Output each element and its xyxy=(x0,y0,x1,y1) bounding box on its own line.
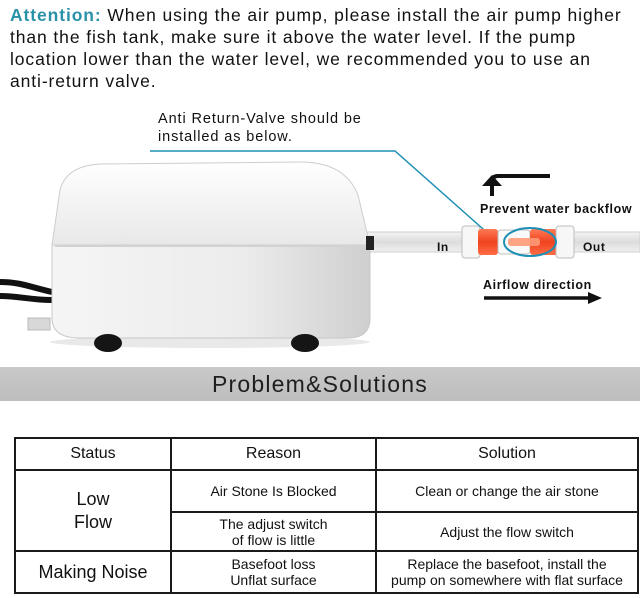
reason-basefoot-line-1: Basefoot loss xyxy=(231,556,316,572)
section-banner xyxy=(0,367,640,401)
backflow-arrow-icon xyxy=(482,175,550,196)
label-out: Out xyxy=(583,240,606,254)
attention-notice xyxy=(10,4,635,92)
solution-basefoot xyxy=(377,552,637,592)
reason-basefoot-line-2: Unflat surface xyxy=(230,572,317,588)
valve-note-line-2: installed as below. xyxy=(158,129,293,145)
header-reason: Reason xyxy=(245,445,302,462)
check-valve xyxy=(462,226,574,258)
power-cable xyxy=(0,282,52,330)
reason-adjust-switch-line-1: The adjust switch xyxy=(219,515,328,532)
pump-diagram xyxy=(0,140,640,355)
air-pump xyxy=(50,162,374,352)
label-in: In xyxy=(437,240,449,254)
solution-basefoot-line-1: Replace the basefoot, install the xyxy=(407,556,607,572)
reason-basefoot xyxy=(172,552,375,592)
table-rule-bottom xyxy=(14,592,639,594)
reason-adjust-switch-line-2: of flow is little xyxy=(231,531,316,548)
valve-note-line-1: Anti Return-Valve should be xyxy=(158,111,362,127)
reason-air-stone: Air Stone Is Blocked xyxy=(210,483,337,499)
label-prevent-backflow: Prevent water backflow xyxy=(480,202,633,216)
table-rule-right xyxy=(637,437,639,594)
label-airflow-direction: Airflow direction xyxy=(483,278,592,292)
solution-basefoot-line-2: pump on somewhere with flat surface xyxy=(391,572,623,588)
problem-solution-table xyxy=(14,437,639,594)
status-making-noise: Making Noise xyxy=(38,561,148,582)
status-low-flow-line-1: Low xyxy=(76,488,110,509)
status-low-flow-line-2: Flow xyxy=(73,511,112,532)
attention-label: Attention: xyxy=(10,5,102,25)
status-low-flow xyxy=(16,471,170,550)
solution-air-stone: Clean or change the air stone xyxy=(415,483,599,499)
banner-title: Problem&Solutions xyxy=(211,371,428,397)
attention-text: When using the air pump, please install the air pump higher than the fish tank, make sure it above the water level. If the pump location lower than the water level, we recommended you to use an anti-return valve. xyxy=(10,5,622,91)
reason-adjust-switch xyxy=(172,513,375,550)
header-solution: Solution xyxy=(478,445,536,462)
airflow-arrow-icon xyxy=(484,292,602,304)
solution-adjust-switch: Adjust the flow switch xyxy=(440,523,574,540)
header-status: Status xyxy=(70,445,116,462)
